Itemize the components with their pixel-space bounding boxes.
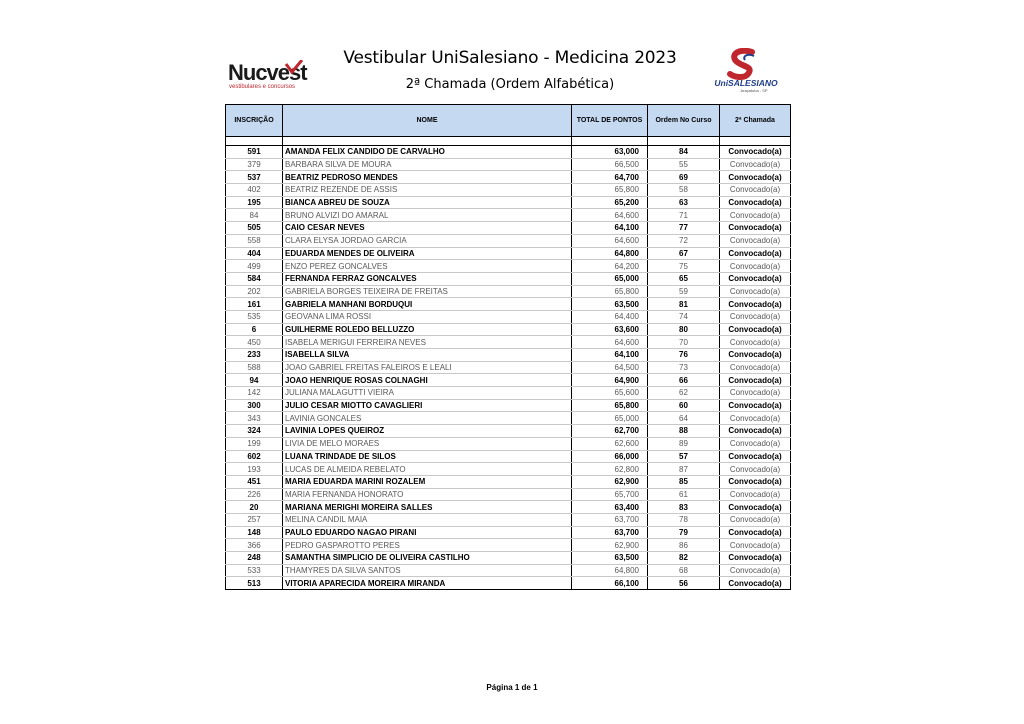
cell-status: Convocado(a) — [720, 247, 791, 260]
cell-nome: PAULO EDUARDO NAGAO PIRANI — [283, 526, 572, 539]
cell-total: 65,600 — [572, 387, 648, 400]
table-row — [226, 374, 791, 387]
cell-nome: BIANCA ABREU DE SOUZA — [283, 196, 572, 209]
cell-ordem: 84 — [648, 146, 720, 159]
cell-total: 63,700 — [572, 526, 648, 539]
column-header-inscricao: INSCRIÇÃO — [226, 105, 283, 137]
cell-total: 65,200 — [572, 196, 648, 209]
cell-total: 62,600 — [572, 437, 648, 450]
table-row — [226, 323, 791, 336]
cell-status: Convocado(a) — [720, 260, 791, 273]
cell-inscricao: 142 — [226, 387, 283, 400]
cell-nome: MARIA EDUARDA MARINI ROZALEM — [283, 475, 572, 488]
cell-total: 66,100 — [572, 577, 648, 590]
cell-inscricao: 84 — [226, 209, 283, 222]
cell-nome: BEATRIZ REZENDE DE ASSIS — [283, 184, 572, 197]
table-row — [226, 564, 791, 577]
cell-inscricao: 558 — [226, 234, 283, 247]
cell-ordem: 88 — [648, 425, 720, 438]
cell-ordem: 68 — [648, 564, 720, 577]
table-row — [226, 552, 791, 565]
table-row — [226, 310, 791, 323]
cell-inscricao: 195 — [226, 196, 283, 209]
cell-inscricao: 451 — [226, 475, 283, 488]
table-row — [226, 539, 791, 552]
cell-status: Convocado(a) — [720, 184, 791, 197]
cell-status: Convocado(a) — [720, 310, 791, 323]
cell-total: 62,700 — [572, 425, 648, 438]
cell-inscricao: 257 — [226, 513, 283, 526]
cell-nome: ISABELA MERIGUI FERREIRA NEVES — [283, 336, 572, 349]
cell-total: 64,800 — [572, 564, 648, 577]
table-row — [226, 463, 791, 476]
cell-inscricao: 588 — [226, 361, 283, 374]
cell-total: 64,700 — [572, 171, 648, 184]
cell-inscricao: 584 — [226, 272, 283, 285]
cell-inscricao: 199 — [226, 437, 283, 450]
cell-status: Convocado(a) — [720, 539, 791, 552]
cell-inscricao: 450 — [226, 336, 283, 349]
cell-ordem: 61 — [648, 488, 720, 501]
cell-ordem: 79 — [648, 526, 720, 539]
cell-nome: MARIA FERNANDA HONORATO — [283, 488, 572, 501]
cell-nome: JOAO HENRIQUE ROSAS COLNAGHI — [283, 374, 572, 387]
cell-nome: GEOVANA LIMA ROSSI — [283, 310, 572, 323]
table-row — [226, 501, 791, 514]
cell-status: Convocado(a) — [720, 501, 791, 514]
cell-nome: BEATRIZ PEDROSO MENDES — [283, 171, 572, 184]
cell-status: Convocado(a) — [720, 463, 791, 476]
cell-total: 65,800 — [572, 184, 648, 197]
cell-total: 62,900 — [572, 475, 648, 488]
cell-total: 63,700 — [572, 513, 648, 526]
table-row — [226, 285, 791, 298]
cell-ordem: 71 — [648, 209, 720, 222]
table-row — [226, 336, 791, 349]
cell-inscricao: 402 — [226, 184, 283, 197]
cell-status: Convocado(a) — [720, 209, 791, 222]
cell-status: Convocado(a) — [720, 285, 791, 298]
cell-total: 64,600 — [572, 209, 648, 222]
unisalesiano-logo-tagline: Araçatuba - SP — [740, 88, 768, 93]
cell-inscricao: 366 — [226, 539, 283, 552]
cell-ordem: 67 — [648, 247, 720, 260]
cell-ordem: 69 — [648, 171, 720, 184]
cell-ordem: 72 — [648, 234, 720, 247]
cell-total: 65,000 — [572, 272, 648, 285]
table-row — [226, 234, 791, 247]
cell-ordem: 85 — [648, 475, 720, 488]
cell-status: Convocado(a) — [720, 336, 791, 349]
cell-inscricao: 20 — [226, 501, 283, 514]
cell-total: 64,100 — [572, 349, 648, 362]
table-row — [226, 412, 791, 425]
cell-inscricao: 94 — [226, 374, 283, 387]
cell-nome: LAVINIA GONCALES — [283, 412, 572, 425]
cell-status: Convocado(a) — [720, 475, 791, 488]
cell-status: Convocado(a) — [720, 564, 791, 577]
nucvest-logo — [228, 60, 323, 90]
page-footer: Página 1 de 1 — [486, 683, 538, 692]
cell-total: 63,600 — [572, 323, 648, 336]
cell-total: 66,000 — [572, 450, 648, 463]
cell-inscricao: 505 — [226, 222, 283, 235]
cell-nome: CLARA ELYSA JORDAO GARCIA — [283, 234, 572, 247]
cell-status: Convocado(a) — [720, 399, 791, 412]
cell-inscricao: 6 — [226, 323, 283, 336]
cell-nome: LUCAS DE ALMEIDA REBELATO — [283, 463, 572, 476]
cell-nome: JOAO GABRIEL FREITAS FALEIROS E LEALI — [283, 361, 572, 374]
cell-nome: ENZO PEREZ GONCALVES — [283, 260, 572, 273]
cell-total: 64,200 — [572, 260, 648, 273]
cell-ordem: 86 — [648, 539, 720, 552]
page-subtitle: 2ª Chamada (Ordem Alfabética) — [405, 77, 615, 92]
cell-inscricao: 533 — [226, 564, 283, 577]
cell-total: 62,900 — [572, 539, 648, 552]
cell-nome: VITORIA APARECIDA MOREIRA MIRANDA — [283, 577, 572, 590]
column-header-nome: NOME — [283, 105, 572, 137]
cell-nome: BARBARA SILVA DE MOURA — [283, 158, 572, 171]
table-row — [226, 222, 791, 235]
cell-status: Convocado(a) — [720, 374, 791, 387]
cell-nome: JULIANA MALAGUTTI VIEIRA — [283, 387, 572, 400]
table-row — [226, 387, 791, 400]
cell-nome: MARIANA MERIGHI MOREIRA SALLES — [283, 501, 572, 514]
table-body — [226, 137, 791, 590]
cell-inscricao: 202 — [226, 285, 283, 298]
cell-nome: ISABELLA SILVA — [283, 349, 572, 362]
cell-inscricao: 513 — [226, 577, 283, 590]
cell-total: 64,600 — [572, 234, 648, 247]
cell-nome: CAIO CESAR NEVES — [283, 222, 572, 235]
cell-nome: GABRIELA MANHANI BORDUQUI — [283, 298, 572, 311]
cell-total: 63,400 — [572, 501, 648, 514]
cell-total: 64,800 — [572, 247, 648, 260]
cell-status: Convocado(a) — [720, 450, 791, 463]
cell-ordem: 83 — [648, 501, 720, 514]
cell-total: 64,900 — [572, 374, 648, 387]
cell-nome: EDUARDA MENDES DE OLIVEIRA — [283, 247, 572, 260]
table-row — [226, 196, 791, 209]
table-row — [226, 158, 791, 171]
cell-nome: AMANDA FELIX CANDIDO DE CARVALHO — [283, 146, 572, 159]
column-header-total: TOTAL DE PONTOS — [572, 105, 648, 137]
cell-status: Convocado(a) — [720, 146, 791, 159]
cell-status: Convocado(a) — [720, 387, 791, 400]
cell-inscricao: 148 — [226, 526, 283, 539]
cell-inscricao: 248 — [226, 552, 283, 565]
table-row — [226, 260, 791, 273]
cell-total: 65,800 — [572, 285, 648, 298]
cell-status: Convocado(a) — [720, 298, 791, 311]
cell-status: Convocado(a) — [720, 577, 791, 590]
cell-ordem: 56 — [648, 577, 720, 590]
cell-ordem: 60 — [648, 399, 720, 412]
table-row — [226, 184, 791, 197]
column-header-ordem: Ordem No Curso — [648, 105, 720, 137]
cell-inscricao: 343 — [226, 412, 283, 425]
cell-nome: THAMYRES DA SILVA SANTOS — [283, 564, 572, 577]
cell-ordem: 63 — [648, 196, 720, 209]
cell-total: 66,500 — [572, 158, 648, 171]
cell-status: Convocado(a) — [720, 425, 791, 438]
table-row — [226, 349, 791, 362]
cell-status: Convocado(a) — [720, 513, 791, 526]
cell-inscricao: 161 — [226, 298, 283, 311]
unisalesiano-logo-text: UniSALESIANO — [714, 78, 778, 88]
cell-ordem: 81 — [648, 298, 720, 311]
cell-total: 63,500 — [572, 298, 648, 311]
cell-total: 64,600 — [572, 336, 648, 349]
table-row — [226, 577, 791, 590]
cell-status: Convocado(a) — [720, 437, 791, 450]
cell-ordem: 65 — [648, 272, 720, 285]
cell-nome: GUILHERME ROLEDO BELLUZZO — [283, 323, 572, 336]
cell-total: 63,000 — [572, 146, 648, 159]
table-row — [226, 475, 791, 488]
cell-nome: GABRIELA BORGES TEIXEIRA DE FREITAS — [283, 285, 572, 298]
cell-inscricao: 591 — [226, 146, 283, 159]
cell-ordem: 64 — [648, 412, 720, 425]
cell-nome: SAMANTHA SIMPLICIO DE OLIVEIRA CASTILHO — [283, 552, 572, 565]
table-row — [226, 450, 791, 463]
cell-inscricao: 300 — [226, 399, 283, 412]
cell-inscricao: 193 — [226, 463, 283, 476]
cell-ordem: 70 — [648, 336, 720, 349]
cell-status: Convocado(a) — [720, 272, 791, 285]
cell-inscricao: 602 — [226, 450, 283, 463]
cell-ordem: 73 — [648, 361, 720, 374]
cell-nome: PEDRO GASPAROTTO PERES — [283, 539, 572, 552]
cell-total: 65,800 — [572, 399, 648, 412]
table-header-row — [226, 105, 791, 137]
cell-inscricao: 233 — [226, 349, 283, 362]
cell-status: Convocado(a) — [720, 361, 791, 374]
table-row — [226, 437, 791, 450]
cell-total: 65,700 — [572, 488, 648, 501]
cell-status: Convocado(a) — [720, 526, 791, 539]
cell-ordem: 59 — [648, 285, 720, 298]
page-title: Vestibular UniSalesiano - Medicina 2023 — [343, 48, 677, 68]
cell-ordem: 76 — [648, 349, 720, 362]
cell-inscricao: 535 — [226, 310, 283, 323]
cell-nome: BRUNO ALVIZI DO AMARAL — [283, 209, 572, 222]
cell-status: Convocado(a) — [720, 171, 791, 184]
cell-nome: LAVINIA LOPES QUEIROZ — [283, 425, 572, 438]
cell-inscricao: 537 — [226, 171, 283, 184]
cell-ordem: 62 — [648, 387, 720, 400]
table-row — [226, 488, 791, 501]
cell-ordem: 58 — [648, 184, 720, 197]
cell-total: 64,100 — [572, 222, 648, 235]
cell-total: 62,800 — [572, 463, 648, 476]
cell-status: Convocado(a) — [720, 323, 791, 336]
cell-nome: FERNANDA FERRAZ GONCALVES — [283, 272, 572, 285]
cell-inscricao: 404 — [226, 247, 283, 260]
cell-ordem: 89 — [648, 437, 720, 450]
cell-total: 64,500 — [572, 361, 648, 374]
cell-nome: LIVIA DE MELO MORAES — [283, 437, 572, 450]
cell-nome: LUANA TRINDADE DE SILOS — [283, 450, 572, 463]
table-row — [226, 272, 791, 285]
cell-status: Convocado(a) — [720, 196, 791, 209]
cell-total: 65,000 — [572, 412, 648, 425]
cell-inscricao: 499 — [226, 260, 283, 273]
cell-ordem: 80 — [648, 323, 720, 336]
table-row — [226, 298, 791, 311]
table-row — [226, 425, 791, 438]
cell-status: Convocado(a) — [720, 234, 791, 247]
cell-ordem: 66 — [648, 374, 720, 387]
cell-total: 64,400 — [572, 310, 648, 323]
nucvest-logo-text: Nucvest — [228, 60, 307, 85]
cell-nome: JULIO CESAR MIOTTO CAVAGLIERI — [283, 399, 572, 412]
unisalesiano-logo — [714, 48, 778, 94]
cell-ordem: 74 — [648, 310, 720, 323]
cell-status: Convocado(a) — [720, 412, 791, 425]
table-row — [226, 361, 791, 374]
table-row — [226, 526, 791, 539]
cell-nome: MELINA CANDIL MAIA — [283, 513, 572, 526]
nucvest-logo-tagline: vestibulares e concursos — [229, 84, 296, 90]
cell-ordem: 75 — [648, 260, 720, 273]
cell-ordem: 55 — [648, 158, 720, 171]
table-row — [226, 247, 791, 260]
cell-status: Convocado(a) — [720, 488, 791, 501]
table-row — [226, 146, 791, 159]
cell-inscricao: 324 — [226, 425, 283, 438]
cell-inscricao: 226 — [226, 488, 283, 501]
cell-ordem: 57 — [648, 450, 720, 463]
cell-ordem: 82 — [648, 552, 720, 565]
cell-status: Convocado(a) — [720, 222, 791, 235]
table-row — [226, 209, 791, 222]
table-row — [226, 513, 791, 526]
cell-ordem: 77 — [648, 222, 720, 235]
table-row — [226, 399, 791, 412]
table-spacer-row — [226, 137, 791, 146]
cell-inscricao: 379 — [226, 158, 283, 171]
cell-ordem: 87 — [648, 463, 720, 476]
table-row — [226, 171, 791, 184]
cell-status: Convocado(a) — [720, 349, 791, 362]
cell-ordem: 78 — [648, 513, 720, 526]
cell-total: 63,500 — [572, 552, 648, 565]
column-header-chamada: 2ª Chamada — [720, 105, 791, 137]
candidates-table — [225, 104, 791, 590]
cell-status: Convocado(a) — [720, 158, 791, 171]
cell-status: Convocado(a) — [720, 552, 791, 565]
